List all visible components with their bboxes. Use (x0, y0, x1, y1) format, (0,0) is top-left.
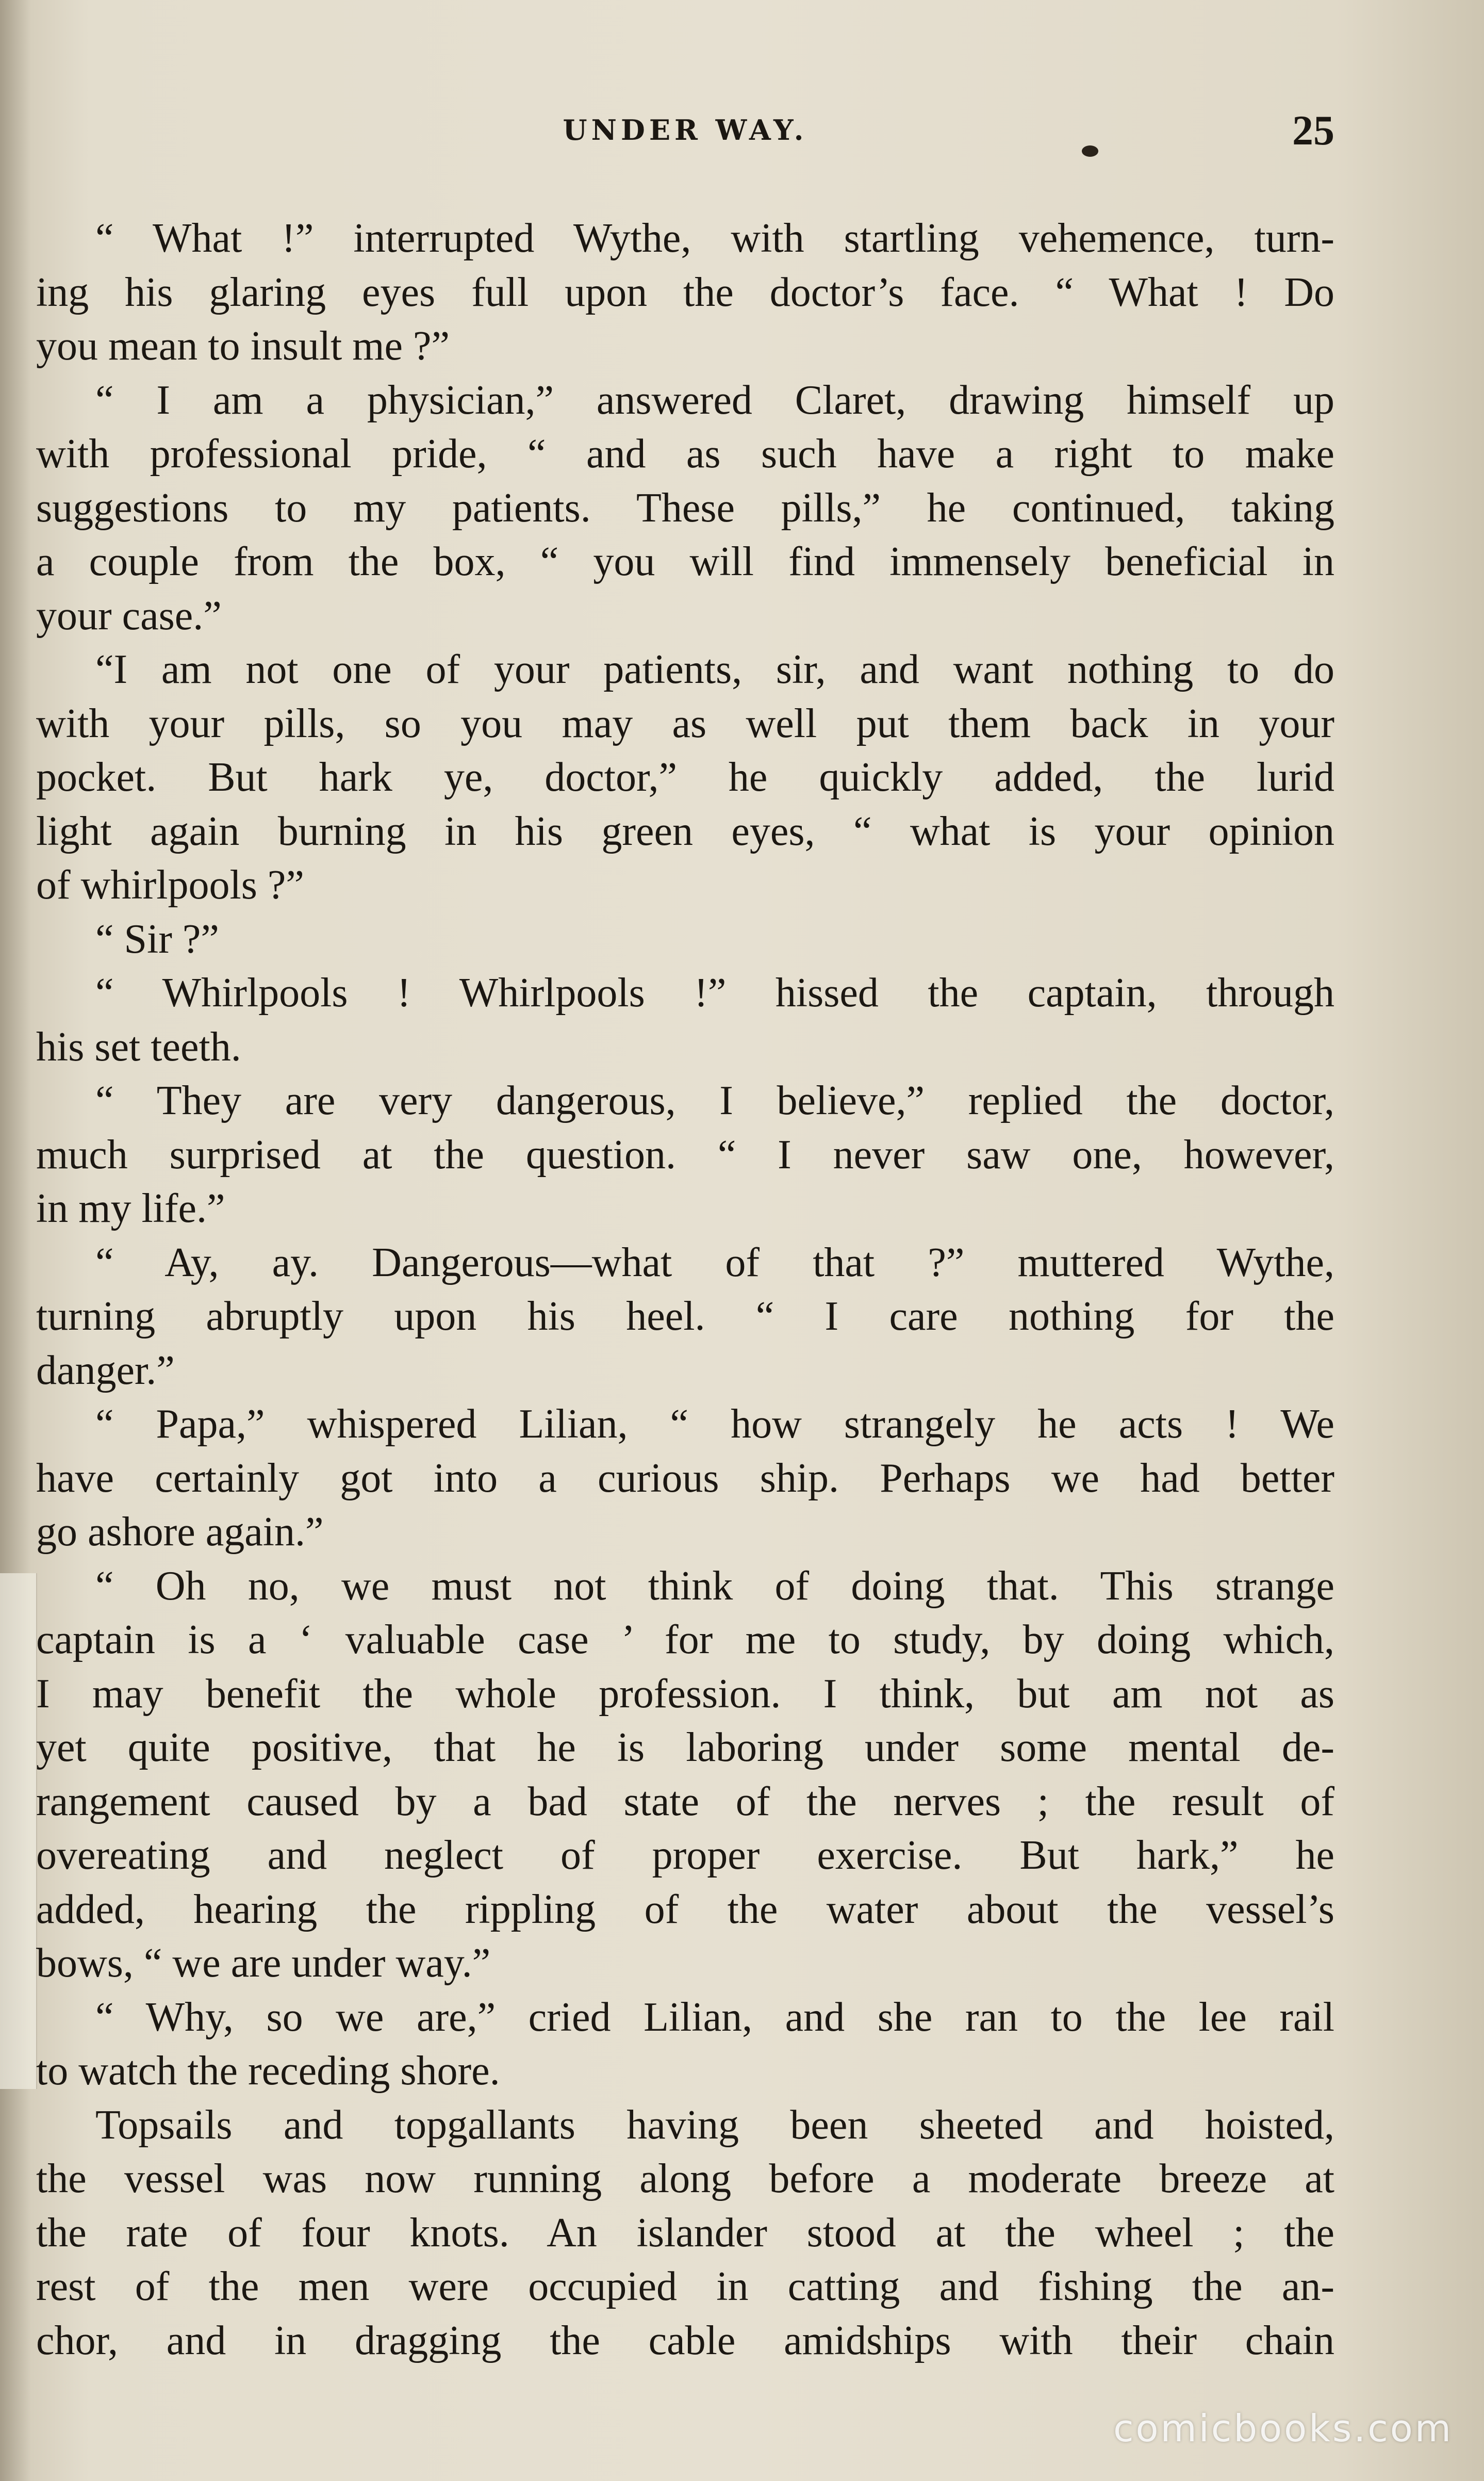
text-line: danger.” (36, 1347, 175, 1393)
text-line: overeating and neglect of proper exercise. But hark,” he (36, 1833, 1334, 1878)
text-line: I may benefit the whole profession. I think, but am not as (36, 1671, 1334, 1717)
text-line: “ Papa,” whispered Lilian, “ how strangely he acts ! We (95, 1401, 1334, 1447)
text-line: captain is a ‘ valuable case ’ for me to study, by doing which, (36, 1617, 1334, 1662)
text-line: “I am not one of your patients, sir, and want nothing to do (95, 647, 1334, 692)
text-line: turning abruptly upon his heel. “ I care nothing for the (36, 1294, 1334, 1339)
text-line: with professional pride, “ and as such have a right to make (36, 431, 1334, 477)
text-line: added, hearing the rippling of the water about the vessel’s (36, 1886, 1334, 1932)
page-header (36, 103, 1334, 160)
text-line: rest of the men were occupied in catting and fishing the an- (36, 2264, 1334, 2309)
text-line: your case.” (36, 593, 222, 639)
text-line: “ I am a physician,” answered Claret, drawing himself up (95, 377, 1334, 423)
text-line: much surprised at the question. “ I never saw one, however, (36, 1132, 1334, 1178)
text-line: rangement caused by a bad state of the nerves ; the result of (36, 1778, 1334, 1824)
text-line: the rate of four knots. An islander stood at the wheel ; the (36, 2210, 1334, 2256)
text-line: “ Why, so we are,” cried Lilian, and she ran to the lee rail (95, 1994, 1334, 2040)
running-head: UNDER WAY. (563, 113, 808, 146)
text-line: pocket. But hark ye, doctor,” he quickly added, the lurid (36, 755, 1334, 800)
text-line: a couple from the box, “ you will find immensely beneficial in (36, 539, 1334, 584)
text-line: with your pills, so you may as well put them back in your (36, 700, 1334, 746)
text-line: “ They are very dangerous, I believe,” replied the doctor, (95, 1078, 1334, 1123)
text-line: the vessel was now running along before a moderate breeze at (36, 2156, 1334, 2201)
ink-spot (1082, 145, 1098, 157)
text-line: to watch the receding shore. (36, 2048, 500, 2094)
text-line: ing his glaring eyes full upon the doctor’s face. “ What ! Do (36, 269, 1334, 315)
body-text (36, 211, 1334, 2368)
page-number: 25 (1292, 107, 1334, 154)
text-line: Topsails and topgallants having been sheeted and hoisted, (95, 2102, 1334, 2148)
text-line: bows, “ we are under way.” (36, 1940, 491, 1986)
text-line: light again burning in his green eyes, “ what is your opinion (36, 808, 1334, 854)
text-line: “ Sir ?” (95, 916, 219, 962)
text-line: have certainly got into a curious ship. Perhaps we had better (36, 1455, 1334, 1501)
text-line: “ Whirlpools ! Whirlpools !” hissed the captain, through (95, 970, 1334, 1016)
text-line: “ Oh no, we must not think of doing that. This strange (95, 1563, 1334, 1609)
tape-strip (0, 1573, 37, 2089)
text-line: chor, and in dragging the cable amidships with their chain (36, 2317, 1334, 2363)
text-line: suggestions to my patients. These pills,” he continued, taking (36, 485, 1334, 531)
text-line: go ashore again.” (36, 1509, 324, 1555)
text-line: you mean to insult me ?” (36, 323, 450, 369)
text-line: in my life.” (36, 1186, 225, 1231)
text-line: yet quite positive, that he is laboring under some mental de- (36, 1725, 1334, 1770)
watermark: comicbooks.com (1113, 2407, 1453, 2450)
text-line: “ Ay, ay. Dangerous—what of that ?” muttered Wythe, (95, 1239, 1334, 1285)
text-line: his set teeth. (36, 1024, 241, 1070)
text-line: of whirlpools ?” (36, 862, 304, 908)
binding-shadow (0, 0, 31, 2481)
text-line: “ What !” interrupted Wythe, with startling vehemence, turn- (95, 216, 1334, 261)
